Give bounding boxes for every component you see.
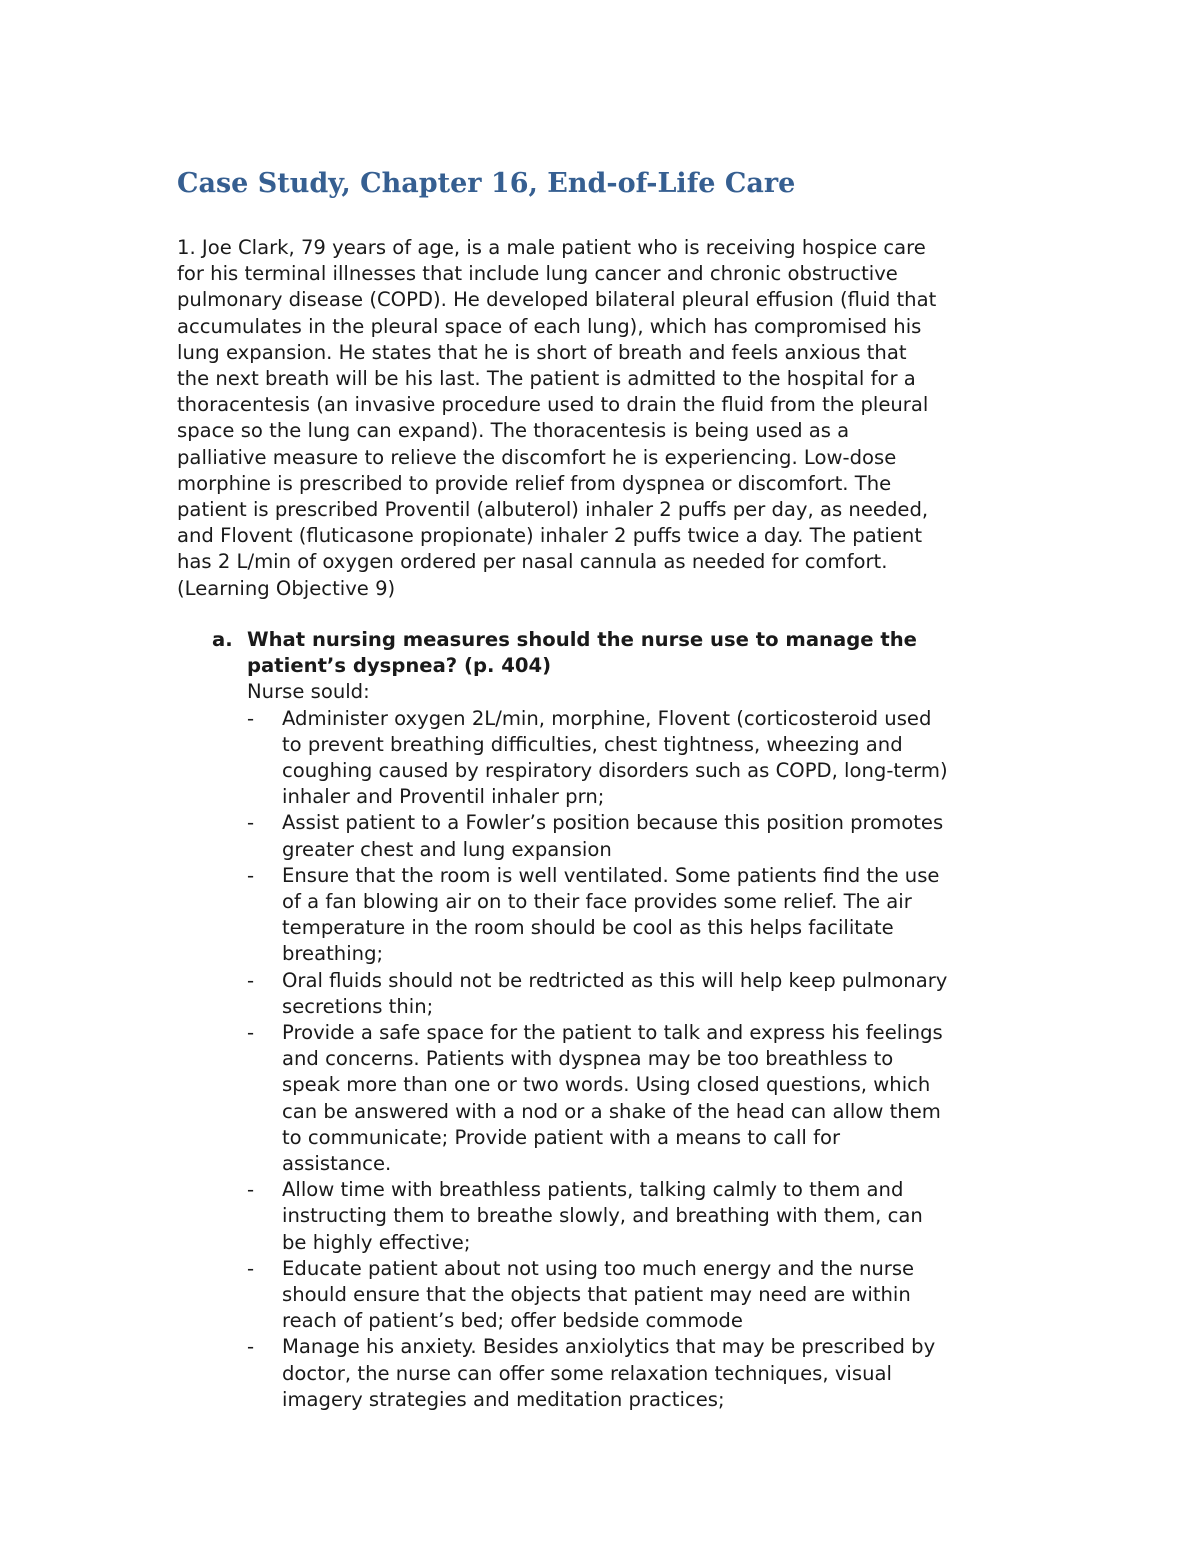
question-letter: a. xyxy=(212,628,233,651)
list-item xyxy=(247,863,1047,968)
question-a xyxy=(212,627,1052,1413)
case-intro-paragraph: 1. Joe Clark, 79 years of age, is a male patient who is receiving hospice care for his terminal illnesses that include lung cancer and chronic obstructive pulmonary disease (COPD). He developed bilateral pleural effusion (fluid that accumulates in the pleural space of each lung), which has compromised his lung expansion. He states that he is short of breath and feels anxious that the next breath will be his last. The patient is admitted to the hospital for a thoracentesis (an invasive procedure used to drain the fluid from the pleural space so the lung can expand). The thoracentesis is being used as a palliative measure to relieve the discomfort he is experiencing. Low-dose morphine is prescribed to provide relief from dyspnea or discomfort. The patient is prescribed Proventil (albuterol) inhaler 2 puffs per day, as needed, and Flovent (fluticasone propionate) inhaler 2 puffs twice a day. The patient has 2 L/min of oxygen ordered per nasal cannula as needed for comfort. (Learning Objective 9) xyxy=(177,236,937,600)
list-item-text: Oral fluids should not be redtricted as this will help keep pulmonary secretions thin; xyxy=(282,968,948,1018)
bullet-dash: - xyxy=(247,811,255,835)
list-item xyxy=(247,1334,1047,1413)
list-item xyxy=(247,1020,1047,1177)
list-item-text: Assist patient to a Fowler’s position because this position promotes greater chest and lung expansion xyxy=(282,811,944,861)
bullet-dash: - xyxy=(247,1335,255,1359)
bullet-dash: - xyxy=(247,706,255,730)
bullet-dash: - xyxy=(247,1021,255,1045)
list-item xyxy=(247,1256,1047,1335)
list-item-text: Manage his anxiety. Besides anxiolytics that may be prescribed by doctor, the nurse can offer some relaxation techniques, visual imagery strategies and meditation practices; xyxy=(282,1335,936,1411)
bullet-dash: - xyxy=(247,863,255,887)
list-item-text: Provide a safe space for the patient to talk and express his feelings and concerns. Patients with dyspnea may be too breathless to speak more than one or two words. Using closed questions, which can be answered with a nod or a shake of the head can allow them to communicate; Provide patient with a means to call for assistance. xyxy=(282,1021,943,1176)
bullet-dash: - xyxy=(247,1178,255,1202)
list-item-text: Administer oxygen 2L/min, morphine, Flovent (corticosteroid used to prevent breathing difficulties, chest tightness, wheezing and coughing caused by respiratory disorders such as COPD, long-term) inhaler and Proventil inhaler prn; xyxy=(282,706,948,809)
list-item xyxy=(247,1177,1047,1256)
answer-bullet-list xyxy=(247,706,1047,1413)
list-item xyxy=(247,968,1047,1020)
list-item xyxy=(247,706,1047,811)
list-item xyxy=(247,810,1047,862)
list-item-text: Ensure that the room is well ventilated. Some patients find the use of a fan blowing air on to their face provides some relief. The air temperature in the room should be cool as this helps facilitate breathing; xyxy=(282,863,940,966)
list-item-text: Educate patient about not using too much energy and the nurse should ensure that the objects that patient may need are within reach of patient’s bed; offer bedside commode xyxy=(282,1256,915,1333)
document-title: Case Study, Chapter 16, End-of-Life Care xyxy=(177,168,796,199)
answer-intro: Nurse sould: xyxy=(247,680,370,704)
bullet-dash: - xyxy=(247,968,255,992)
bullet-dash: - xyxy=(247,1256,255,1280)
question-text: What nursing measures should the nurse use to manage the patient’s dyspnea? (p. 404) xyxy=(247,628,917,678)
list-item-text: Allow time with breathless patients, talking calmly to them and instructing them to breathe slowly, and breathing with them, can be highly effective; xyxy=(282,1178,923,1254)
